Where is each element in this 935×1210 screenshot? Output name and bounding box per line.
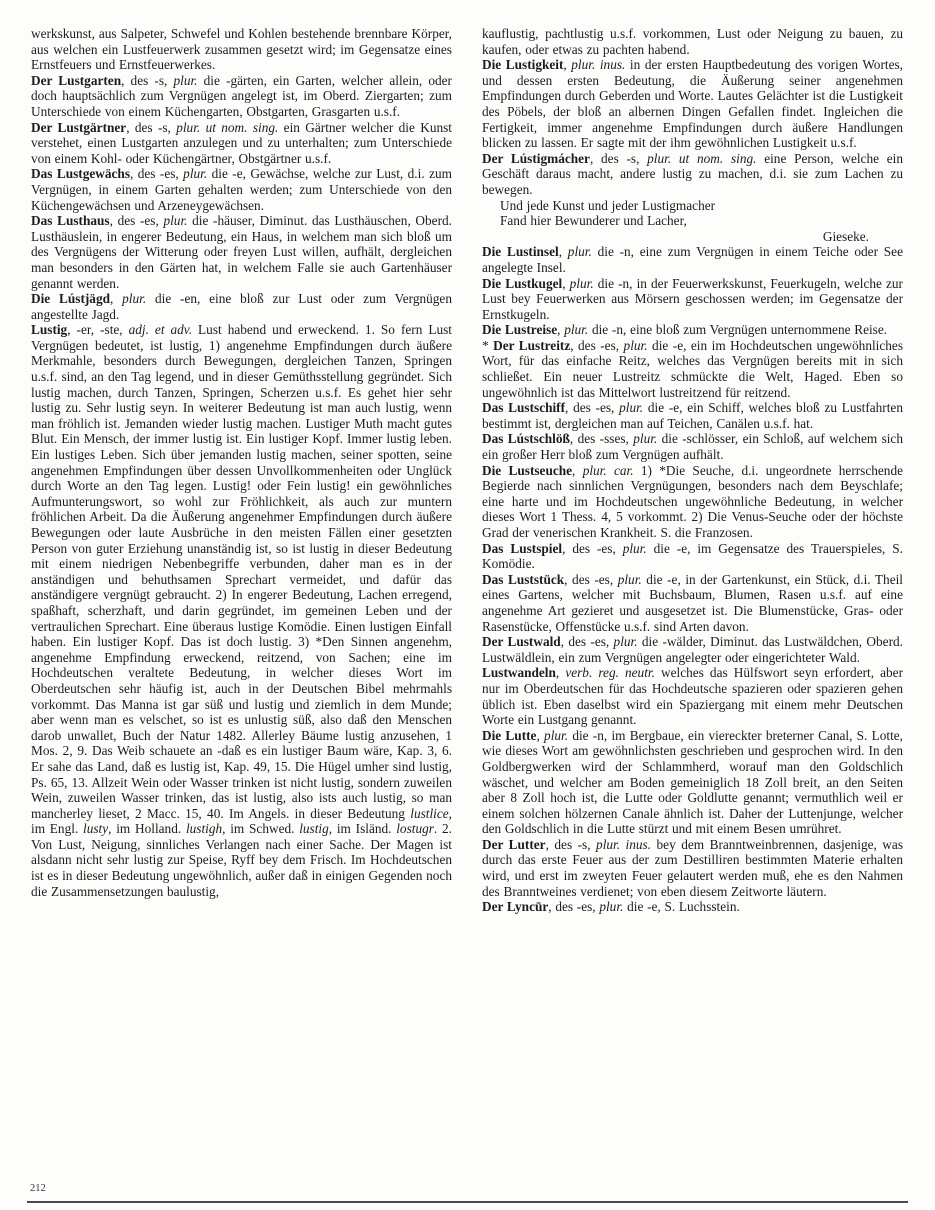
body-text: , des -s, [545, 836, 597, 852]
grammar-label: lustigh [185, 821, 223, 837]
grammar-label: plur. [633, 431, 658, 447]
grammar-label: verb. reg. neutr. [565, 665, 655, 681]
dictionary-entry [482, 57, 903, 151]
grammar-label: plur. [569, 275, 594, 291]
body-text: die -e, S. Luchsstein. [623, 899, 740, 915]
dictionary-entry [482, 837, 903, 899]
headword: Die Lustseuche [482, 462, 573, 478]
grammar-label: plur. inus. [596, 836, 652, 852]
headword: Die Lustinsel [482, 244, 559, 260]
body-text: die -e, ein im Hochdeutschen ungewöhnliches Wort, für das einfache Reitz, welches das Vergnügen bereits mit in sich schließet. Ein neuer Lustreitz schmückte die Welt, Haged. Eben so ungewöhnlich ist das Mittelwort lustreitzend für reitzend. [482, 337, 903, 400]
body-text: , [563, 57, 572, 73]
body-text: , des -s, [121, 72, 174, 88]
grammar-label: plur. [183, 166, 208, 182]
body-text: werkskunst, aus Salpeter, Schwefel und Kohlen bestehende brennbare Körper, aus welchen ein Lustfeuerwerk zusammen gesetzt wird; im Gegensatze eines Ernstfeuers und Ernstfeuerwerkes. [31, 26, 452, 73]
grammar-label: adj. et adv. [128, 322, 193, 338]
body-text: die -e, ein Schiff, welches bloß zu Lustfahrten bestimmt ist, dergleichen man auf Teichen, Canälen u.s.f. hat. [482, 400, 903, 431]
headword: Die Lústjägd [31, 291, 110, 307]
body-text: , [558, 244, 568, 260]
dictionary-entry [31, 213, 452, 291]
body-text: bey dem Branntweinbrennen, dasjenige, was durch das erste Feuer aus der zum Destilliren bestimmten Materie erhalten wird, und erst im zweyten Feuer gelautert werden muß, ehe es den Nahmen des Branntweines verdienet; von eben diesem Zeitworte läutern. [482, 836, 903, 899]
body-text: Gieseke. [822, 228, 869, 244]
body-text: , -er, -ste, [67, 322, 129, 338]
body-text: , des -es, [109, 213, 164, 229]
verse-attribution [482, 229, 903, 245]
right-column [482, 26, 903, 915]
body-text: * [482, 337, 494, 353]
grammar-label: plur. inus. [571, 57, 626, 73]
dictionary-entry [482, 899, 903, 915]
dictionary-entry [31, 291, 452, 322]
body-text: , des -s, [126, 119, 177, 135]
body-text: kauflustig, pachtlustig u.s.f. vorkommen, Lust oder Neigung zu bauen, zu kaufen, oder etwas zu pachten habend. [482, 26, 903, 57]
headword: Das Lustgewächs [31, 166, 130, 182]
body-text: in der ersten Hauptbedeutung des vorigen Wortes, und dessen ersten Bedeutung, die Äußerung seiner angenehmen Empfindungen durch Geberden und Worte. Lautes Gelächter ist die Lustigkeit des Pöbels, der bloß an albernen Dingen Gefallen findet. Ingleichen die Fertigkeit, immer angenehme Empfindungen durch äußere Handlungen blicken zu lassen. Er sagte mit der ihm gewöhnlichen Lustigkeit u.s.f. [482, 57, 903, 151]
body-text: die -gärten, ein Garten, welcher allein, oder doch hauptsächlich zum Vergnügen angelegt ist, im Oberd. Ziergarten; zum Unterschiede von einem Küchengarten, Obstgarten, Grasgarten u.s.f. [31, 72, 452, 119]
headword: Die Lustreise [482, 322, 558, 338]
two-column-layout [31, 26, 904, 915]
body-text: , des -s, [589, 150, 648, 166]
body-text: die -e, im Gegensatze des Trauerspieles, S. Komödie. [482, 540, 903, 572]
grammar-label: plur. [619, 400, 644, 416]
headword: Die Lutte [482, 727, 537, 743]
body-text: , [572, 462, 583, 478]
dictionary-entry [482, 541, 903, 572]
left-column [31, 26, 452, 899]
body-text: , des -es, [560, 634, 614, 650]
grammar-label: plur. [567, 244, 592, 260]
headword: Das Lusthaus [31, 213, 110, 229]
dictionary-entry [482, 463, 903, 541]
body-text: , des -es, [562, 540, 623, 556]
headword: Die Lustigkeit [482, 57, 564, 73]
body-text: , im Holland. [108, 821, 186, 837]
body-text: ein Gärtner welcher die Kunst verstehet, einen Lustgarten anzulegen und zu unterhalten; zum Unterschiede von einem Kohl- oder Küchengärtner, Obstgärtner u.s.f. [31, 119, 452, 166]
dictionary-entry [482, 244, 903, 275]
headword: Das Lústschlöß [482, 431, 570, 447]
dictionary-entry [482, 322, 903, 338]
dictionary-entry [482, 634, 903, 665]
body-text: die -n, eine bloß zum Vergnügen unternommene Reise. [588, 322, 888, 338]
headword: Der Lustgarten [31, 72, 122, 88]
grammar-label: plur. [173, 72, 198, 88]
body-text: Und jede Kunst und jeder Lustigmacher [500, 197, 716, 213]
grammar-label: plur. [623, 337, 648, 353]
grammar-label: plur. [613, 634, 638, 650]
grammar-label: plur. ut nom. sing. [176, 119, 279, 135]
grammar-label: plur. [163, 213, 188, 229]
body-text: , des -es, [548, 899, 600, 915]
body-text: , des -es, [564, 571, 618, 587]
body-text: die -n, in der Feuerwerkskunst, Feuerkugeln, welche zur Lust bey Feuerwerken aus Mörsern geschossen werden; im Gegensatze der Ernstkugeln. [482, 275, 903, 322]
dictionary-entry [482, 431, 903, 462]
dictionary-entry [482, 338, 903, 400]
body-text: die -häuser, Diminut. das Lusthäuschen, Oberd. Lusthäuslein, in engerer Bedeutung, ein Haus, in welchem man sich bloß um des Vergnügens der Witterung oder freyen Lust willen, aufhält, dergleichen man besonders in den Gärten hat, in welchem Falle sie auch Gartenhäuser genannt werden. [31, 213, 452, 291]
body-text: , [110, 291, 123, 307]
body-text: die -schlösser, ein Schloß, auf welchem sich ein großer Herr bloß zum Vergnügen aufhält. [482, 431, 903, 463]
headword: Das Lustspiel [482, 540, 563, 556]
grammar-label: plur. [617, 571, 642, 587]
body-text: , im Engl. [31, 805, 452, 837]
headword: Der Lustwald [482, 634, 561, 650]
headword: Der Lyncūr [482, 899, 549, 915]
body-text: , [536, 727, 545, 743]
grammar-label: lustig [299, 821, 329, 837]
headword: Die Lustkugel [482, 275, 563, 291]
body-text: die -e, Gewächse, welche zur Lust, d.i. zum Vergnügen, in einem Garten gehalten werden; zum Unterschiede von den Küchengewächsen und Arzeneygewächsen. [31, 166, 452, 213]
body-text: , des -es, [130, 166, 184, 182]
body-text: die -n, im Bergbaue, ein viereckter breterner Canal, S. Lotte, wie dieses Wort am gewöhnlichsten geschrieben und gesprochen wird. In den Goldbergwerken wird der Schlammherd, worauf man den Goldschlich wäschet, und welcher am Boden gemeiniglich 18 Zoll breit, an den Seiten aber 8 Zoll hoch ist, die Lutte oder Goldlutte genannt; vermuthlich weil er einem solchen hölzernen Canale ähnlich ist. Daher der Luttenjunge, welcher den Goldschlich in die Lutte stürzt und mit einem Besen umrühret. [482, 727, 903, 837]
grammar-label: plur. [564, 322, 589, 338]
dictionary-entry [482, 572, 903, 634]
grammar-label: lusty [83, 821, 109, 837]
body-text: 1) *Die Seuche, d.i. ungeordnete herrschende Begierde nach sinnlichen Vergnügungen, besonders nach dem Beyschlafe; eine harte und im Hochdeutschen ungewöhnliche Bedeutung, in welcher dieses Wort 1 Thess. 4, 5 vorkommt. 2) Die Venus-Seuche oder der höchste Grad der venerischen Krankheit. S. die Franzosen. [482, 462, 903, 540]
dictionary-entry [482, 728, 903, 837]
body-text: . 2. Von Lust, Neigung, sinnliches Verlangen nach einer Sache. Der Magen ist alsdann nicht sehr lustig zur Speise, Ryff bey dem Frisch. Im Hochdeutschen ist es in dieser Bedeutung ungewöhnlich, außer daß in einigen Gegenden noch die Zusammensetzungen baulustig, [31, 821, 452, 899]
body-text: , des -sses, [569, 431, 634, 447]
dictionary-entry [482, 400, 903, 431]
body-text: eine Person, welche ein Geschäft daraus macht, andere lustig zu machen, d.i. sie zum Lachen zu bewegen. [482, 150, 903, 197]
body-text: Fand hier Bewunderer und Lacher, [500, 213, 687, 229]
grammar-label: plur. ut nom. sing. [647, 150, 757, 166]
body-text: , [562, 275, 570, 291]
page-number: 212 [30, 1183, 46, 1194]
dictionary-entry [31, 322, 452, 899]
footer-rule [27, 1201, 908, 1203]
dictionary-entry [482, 276, 903, 323]
headword: Lustig [31, 322, 68, 338]
body-text: die -wälder, Diminut. das Lustwäldchen, Oberd. Lustwäldlein, ein zum Vergnügen angelegter oder eingerichteter Wald. [482, 634, 903, 665]
body-text: , [555, 665, 566, 681]
dictionary-entry [31, 166, 452, 213]
body-text: die -n, eine zum Vergnügen in einem Teiche oder See angelegte Insel. [482, 244, 903, 275]
body-text: Lust habend und erweckend. 1. So fern Lust Vergnügen bedeutet, ist lustig, 1) angenehme Empfindungen durch äußere Merkmahle, besonders durch Bewegungen, dergleichen Tanzen, Springen u.s.f. sind, an den Tag legend, und in dieser Gemüthsstellung gegründet. Sich lustig machen, durch Tanzen, Springen, Scherzen u.s.f. Es gehet hier sehr lustig zu. Sehr lustig seyn. In weiterer Bedeutung ist man auch lustig, wenn man fröhlich ist. Jemanden wieder lustig machen. Lustiger Muth macht gutes Blut. Ein Mensch, der immer lustig ist. Ein lustiger Kopf. Immer lustig leben. Ein lustiges Leben. Sich über jemanden lustig machen, seiner spotten, seine angenehmen Empfindungen über dessen Unvollkommenheiten oder Unglück durch Worte an den Tag legen. Lustig! oder Fein lustig! ein gewöhnliches Aufmunterungswort, so wohl zur Fröhlichkeit, als auch zur muntern fröhlichen Arbeit. Da die Äußerung angenehmer Empfindungen durch äußere Bewegungen oder laute Ausbrüche in den meisten Fällen einer gesetzten Person von guter Erziehung unanständig ist, so ist lustig in dieser Bedeutung mit einem niedrigen Nebenbegriffe verbunden, daher man es in der anständigen und behuthsamen Sprechart vermeidet, und dafür das anständigere vergnügt gebraucht. 2) In engerer Bedeutung, Lachen erregend, spaßhaft, scherzhaft, und darin gegründet, im gemeinen Leben und der vertraulichen Sprechart. Eine überaus lustige Komödie. Einen lustigen Einfall haben. Ein lustiger Kopf. Das ist doch lustig. 3) *Den Sinnen angenehm, angenehme Empfindung erweckend, reitzend, von Sachen; eine im Hochdeutschen veraltete Bedeutung, in welcher dieses Wort im Oberdeutschen sehr häufig ist, auch in der Deutschen Bibel mehrmahls vorkommt. Das Manna ist gar süß und lustig und ziemlich in dem Munde; aber wenn man es velschet, so ist es unlustig süß, also daß den Menschen darob unwallet, Buch der Natur 1482. Allerley Bäume lustig anzusehen, 1 Mos. 2, 9. Das Weib schauete an -daß es ein lustiger Baum wäre, Kap. 3, 6. Er sahe das Land, daß es lustig ist, Kap. 49, 15. Die Hügel umher sind lustig, Ps. 65, 13. Allzeit Wein oder Wasser trinken ist nicht lustig, sondern zuweilen Wein, zuweilen Wasser trinken, das ist lustig, also ists auch lustig, so man mancherley lieset, 2 Macc. 15, 40. Im Angels. in dieser Bedeutung [31, 322, 452, 821]
headword: Der Lustgärtner [31, 119, 127, 135]
headword: Der Lutter [482, 836, 546, 852]
headword: Der Lústigmácher [482, 150, 590, 166]
body-text: , [557, 322, 565, 338]
grammar-label: lostugr [396, 821, 434, 837]
verse-line [482, 198, 903, 214]
headword: Das Lustschiff [482, 400, 566, 416]
dictionary-entry [482, 151, 903, 198]
headword: Der Lustreitz [493, 337, 571, 353]
grammar-label: plur. [599, 899, 624, 915]
dictionary-entry [31, 120, 452, 167]
body-text: , des -es, [570, 337, 624, 353]
body-text: die -e, in der Gartenkunst, ein Stück, d.i. Theil eines Gartens, welcher mit Buchsbaum, Blumen, Rasen u.s.f. auf eine angenehme Art gezieret und ausgesetzet ist. Die Blumenstücke, Gras- oder Rasenstücke, Offenstücke u.s.f. sind Arten davon. [482, 571, 903, 634]
continuation-paragraph [482, 26, 903, 57]
body-text: , im Isländ. [328, 821, 397, 837]
headword: Lustwandeln [482, 665, 556, 681]
grammar-label: lustlice [410, 805, 449, 821]
continuation-paragraph [31, 26, 452, 73]
grammar-label: plur. [622, 540, 647, 556]
dictionary-entry [482, 665, 903, 727]
headword: Das Luststück [482, 571, 565, 587]
body-text: , des -es, [565, 400, 620, 416]
body-text: , im Schwed. [222, 821, 300, 837]
body-text: die -en, eine bloß zur Lust oder zum Vergnügen angestellte Jagd. [31, 291, 452, 322]
grammar-label: plur. car. [582, 462, 634, 478]
dictionary-entry [31, 73, 452, 120]
grammar-label: plur. [544, 727, 569, 743]
grammar-label: plur. [122, 291, 147, 307]
verse-line [482, 213, 903, 229]
body-text: welches das Hülfswort seyn erfordert, aber nur im Oberdeutschen für das Hochdeutsche spazieren oder spazieren gehen üblich ist. Eben daselbst wird ein Spaziergang mit einem mehr Deutschen Worte ein Lustgang genannt. [482, 665, 904, 728]
